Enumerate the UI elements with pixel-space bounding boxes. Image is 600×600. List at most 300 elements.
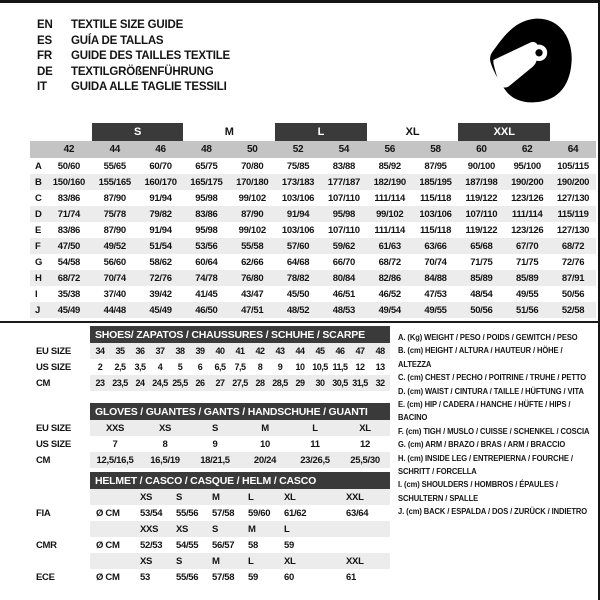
- size-value-cell: 35/38: [57, 288, 81, 300]
- legend-item: B. (cm) HEIGHT / ALTURA / HAUTEUR / HÖHE / ALTEZZA: [398, 345, 563, 369]
- legend-item: I. (cm) SHOULDERS / HOMBROS / ÉPAULES / SCHULTERN / SPALLE: [398, 479, 558, 503]
- size-value-cell: 75/85: [286, 160, 310, 172]
- value-cell: 63/64: [346, 507, 369, 519]
- row-label: EU SIZE: [36, 345, 71, 357]
- value-cell: 25,5/30: [340, 452, 390, 468]
- value-cell: 59: [284, 539, 294, 551]
- value-cell: 26: [190, 375, 210, 391]
- size-value-cell: 70/74: [92, 270, 138, 286]
- value-cell: S: [190, 420, 240, 436]
- size-value-cell: 67/70: [504, 238, 550, 254]
- value-cell: XXS: [90, 420, 140, 436]
- size-value-cell: 83/86: [57, 224, 81, 236]
- legend-item: E. (cm) HIP / CADERA / HANCHE / HÜFTE / HIPS / BACINO: [398, 399, 571, 423]
- value-cell: 20/24: [240, 452, 290, 468]
- value-cell: L: [290, 420, 340, 436]
- size-value-cell: 170/180: [229, 174, 275, 190]
- value-cell: XXL: [318, 553, 390, 569]
- value-cell: 16,5/19: [140, 452, 190, 468]
- size-value-cell: 80/84: [321, 270, 367, 286]
- value-cell: 25,5: [170, 375, 190, 391]
- size-value-cell: 60/64: [195, 256, 218, 268]
- value-cell: 12: [360, 438, 371, 450]
- size-value-cell: 55/65: [103, 160, 126, 172]
- size-value-cell: 115/119: [550, 206, 596, 222]
- value-cell: 55/56: [176, 571, 199, 583]
- size-value-cell: 50/60: [57, 160, 81, 172]
- value-cell: Ø CM: [96, 539, 120, 551]
- value-cell: 59: [248, 571, 258, 583]
- shoes-table-title: SHOES/ ZAPATOS / CHAUSSURES / SCHUHE / SCARPE: [90, 326, 390, 343]
- size-group-S: S: [92, 123, 184, 141]
- value-cell: 54/55: [176, 539, 199, 551]
- size-value-cell: 55/58: [229, 238, 275, 254]
- size-value-cell: 103/106: [413, 206, 459, 222]
- value-cell: 3,5: [134, 362, 146, 372]
- measure-row-label: B: [30, 174, 46, 190]
- size-value-cell: 71/74: [46, 206, 92, 222]
- size-value-cell: 49/55: [516, 288, 539, 300]
- value-cell: [90, 489, 134, 505]
- size-value-cell: 79/82: [138, 206, 184, 222]
- language-code: DE: [37, 65, 53, 78]
- language-title: GUIDE DES TAILLES TEXTILE: [71, 50, 230, 62]
- value-cell: 37: [150, 343, 170, 359]
- value-cell: 10: [260, 438, 270, 450]
- size-value-cell: 54/58: [57, 256, 81, 268]
- size-value-cell: 87/95: [424, 160, 447, 172]
- table-row: [30, 302, 596, 318]
- size-value-cell: 59/62: [321, 238, 367, 254]
- value-cell: S: [170, 553, 206, 569]
- value-cell: 30: [310, 375, 330, 391]
- table-title-spacer: [20, 472, 90, 489]
- table-row: [20, 403, 390, 420]
- table-row: [20, 569, 390, 585]
- helmet-table-title: HELMET / CASCO / CASQUE / HELM / CASCO: [90, 472, 390, 489]
- value-cell: 32: [370, 375, 390, 391]
- size-value-cell: 87/90: [103, 224, 126, 236]
- value-cell: 48: [370, 343, 390, 359]
- value-cell: 53/54: [140, 507, 163, 519]
- table-row: [30, 123, 596, 141]
- size-value-cell: 63/66: [413, 238, 459, 254]
- value-cell: XXL: [318, 489, 390, 505]
- language-code: IT: [37, 81, 47, 93]
- row-label: [20, 521, 90, 537]
- size-value-cell: 68/72: [550, 238, 596, 254]
- row-label: FIA: [36, 507, 51, 519]
- value-cell: 31,5: [350, 375, 370, 391]
- value-cell: L: [242, 489, 278, 505]
- size-value-cell: 68/72: [378, 256, 401, 268]
- helmet-table: [20, 472, 390, 585]
- accessory-tables: [20, 326, 392, 585]
- value-cell: 47: [350, 343, 370, 359]
- size-value-cell: 127/130: [556, 192, 590, 204]
- racing-helmet-icon: [480, 12, 576, 108]
- measure-row-label: D: [30, 206, 46, 222]
- value-cell: 7,5: [234, 362, 246, 372]
- table-row: [30, 206, 596, 222]
- legend-item: G. (cm) ARM / BRAZO / BRAS / ARM / BRACCIO: [398, 439, 566, 450]
- row-label: CM: [36, 377, 51, 389]
- legend-item: H. (cm) INSIDE LEG / ENTREPIERNA / FOURCHE / SCHRITT / FORCELLA: [398, 452, 573, 477]
- size-value-cell: 74/78: [183, 270, 229, 286]
- language-title: GUÍA DE TALLAS: [71, 34, 164, 47]
- value-cell: [90, 553, 134, 569]
- value-cell: 8: [257, 362, 263, 372]
- size-value-cell: 107/110: [458, 206, 504, 222]
- measure-row-label: H: [30, 270, 46, 286]
- size-value-cell: 64/68: [286, 256, 310, 268]
- size-value-cell: 65/75: [195, 160, 218, 172]
- textile-size-table: [30, 123, 596, 318]
- value-cell: 12: [355, 362, 365, 372]
- value-cell: 61/62: [284, 507, 307, 519]
- size-value-cell: 49/52: [92, 238, 138, 254]
- table-row: [20, 489, 390, 505]
- size-value-cell: 119/122: [465, 192, 498, 204]
- size-value-cell: 99/102: [367, 206, 413, 222]
- value-cell: 46: [330, 343, 350, 359]
- value-cell: 2,5: [114, 362, 126, 372]
- value-cell: [318, 537, 390, 553]
- size-value-cell: 85/92: [378, 160, 401, 172]
- language-code: ES: [37, 34, 52, 47]
- size-value-cell: 51/54: [138, 238, 184, 254]
- size-value-cell: 72/76: [561, 256, 585, 268]
- size-value-cell: 45/49: [138, 302, 184, 318]
- table-row: [30, 222, 596, 238]
- value-cell: Ø CM: [96, 507, 120, 519]
- size-value-cell: 45/50: [286, 288, 310, 300]
- value-cell: 57/58: [212, 507, 235, 519]
- value-cell: 12,5/16,5: [90, 452, 140, 468]
- size-value-cell: 76/80: [229, 270, 275, 286]
- size-value-cell: 53/56: [183, 238, 229, 254]
- size-value-cell: 56/60: [103, 256, 126, 268]
- row-label: US SIZE: [36, 361, 71, 373]
- value-cell: 6,5: [214, 362, 226, 372]
- value-cell: [90, 521, 134, 537]
- value-cell: XS: [170, 521, 206, 537]
- size-value-cell: 46/50: [183, 302, 229, 318]
- language-row: [37, 34, 230, 50]
- size-value-cell: 48/52: [275, 302, 321, 318]
- table-row: [20, 420, 390, 436]
- measure-row-label: E: [35, 224, 42, 236]
- table-row: [20, 521, 390, 537]
- language-title: GUIDA ALLE TAGLIE TESSILI: [71, 81, 227, 93]
- size-value-cell: 71/75: [470, 256, 493, 268]
- table-row: [30, 270, 596, 286]
- value-cell: XL: [278, 489, 318, 505]
- table-row: [30, 141, 596, 158]
- value-cell: 28: [250, 375, 270, 391]
- size-value-cell: 123/126: [511, 192, 544, 204]
- value-cell: 24,5: [150, 375, 170, 391]
- size-value-cell: 46/51: [332, 288, 356, 300]
- value-cell: 23,5: [110, 375, 130, 391]
- value-cell: 34: [90, 343, 110, 359]
- value-cell: M: [206, 489, 242, 505]
- size-value-cell: 95/98: [195, 192, 218, 204]
- value-cell: XS: [134, 553, 170, 569]
- value-cell: 6: [197, 362, 203, 372]
- table-row: [20, 553, 390, 569]
- size-number: 54: [321, 141, 367, 158]
- size-value-cell: 99/102: [238, 192, 266, 204]
- size-value-cell: 49/55: [413, 302, 459, 318]
- table-row: [30, 174, 596, 190]
- table-row: [20, 343, 390, 359]
- size-value-cell: 155/165: [92, 174, 138, 190]
- size-number: 60: [458, 141, 504, 158]
- size-value-cell: 187/198: [458, 174, 504, 190]
- legend: [398, 331, 596, 519]
- value-cell: 56/57: [212, 539, 235, 551]
- value-cell: 9: [212, 438, 218, 450]
- size-group-M: M: [224, 126, 234, 138]
- size-value-cell: 41/45: [195, 288, 218, 300]
- top-border-line: [0, 0, 600, 3]
- size-value-cell: 48/53: [321, 302, 367, 318]
- table-row: [30, 286, 596, 302]
- shoes-table: [20, 326, 390, 391]
- language-row: [37, 49, 230, 65]
- size-value-cell: 165/175: [183, 174, 229, 190]
- row-label: CM: [36, 454, 51, 466]
- size-group-L: L: [275, 123, 367, 141]
- size-value-cell: 72/76: [138, 270, 184, 286]
- value-cell: XL: [340, 420, 390, 436]
- size-value-cell: 91/94: [149, 224, 172, 236]
- size-number: 50: [229, 141, 275, 158]
- size-number: 56: [367, 141, 413, 158]
- size-number: 42: [46, 141, 92, 158]
- value-cell: 43: [270, 343, 290, 359]
- size-value-cell: 37/40: [103, 288, 126, 300]
- size-value-cell: 50/56: [561, 288, 585, 300]
- size-value-cell: 83/88: [332, 160, 356, 172]
- row-label: EU SIZE: [36, 422, 71, 434]
- value-cell: 61: [346, 571, 356, 583]
- size-value-cell: 173/183: [275, 174, 321, 190]
- size-value-cell: 107/110: [328, 224, 360, 236]
- legend-item: F. (cm) TIGH / MUSLO / CUISSE / SCHENKEL / COSCIA: [398, 425, 590, 436]
- language-row: [37, 65, 230, 81]
- value-cell: XXS: [134, 521, 170, 537]
- size-value-cell: 58/62: [149, 256, 172, 268]
- value-cell: XS: [134, 489, 170, 505]
- table-row: [20, 375, 390, 391]
- size-value-cell: 87/91: [550, 270, 596, 286]
- value-cell: Ø CM: [96, 571, 120, 583]
- gloves-table: [20, 403, 390, 468]
- row-label: US SIZE: [36, 438, 71, 450]
- size-value-cell: 190/200: [504, 174, 550, 190]
- size-value-cell: 47/53: [424, 288, 447, 300]
- value-cell: 40: [210, 343, 230, 359]
- size-value-cell: 150/160: [46, 174, 92, 190]
- size-value-cell: 95/98: [321, 206, 367, 222]
- size-group-spacer: [550, 123, 596, 141]
- value-cell: 41: [230, 343, 250, 359]
- size-value-cell: 47/51: [229, 302, 275, 318]
- value-cell: 10,5: [312, 362, 328, 372]
- size-number: 62: [504, 141, 550, 158]
- value-cell: 55/56: [176, 507, 199, 519]
- size-group-XL: XL: [405, 126, 420, 138]
- value-cell: XS: [140, 420, 190, 436]
- size-group-XXL: XXL: [458, 123, 550, 141]
- size-number: 64: [550, 141, 596, 158]
- table-title-spacer: [20, 403, 90, 420]
- value-cell: 8: [162, 438, 168, 450]
- legend-item: A. (Kg) WEIGHT / PESO / POIDS / GEWITCH / PESO: [398, 332, 578, 342]
- value-cell: S: [170, 489, 206, 505]
- size-value-cell: 71/75: [516, 256, 539, 268]
- measure-row-label: J: [30, 302, 46, 318]
- table-row: [20, 505, 390, 521]
- size-value-cell: 95/100: [513, 160, 541, 172]
- measure-row-label: G: [35, 256, 43, 268]
- size-value-cell: 82/86: [367, 270, 413, 286]
- value-cell: [318, 521, 390, 537]
- value-cell: 4: [157, 362, 163, 372]
- size-value-cell: 103/106: [281, 192, 315, 204]
- size-value-cell: 111/114: [374, 224, 406, 236]
- value-cell: 10: [295, 362, 305, 372]
- size-value-cell: 123/126: [511, 224, 544, 236]
- language-code: FR: [37, 50, 52, 62]
- section-divider: [0, 321, 600, 323]
- size-value-cell: 52/58: [550, 302, 596, 318]
- value-cell: 35: [110, 343, 130, 359]
- language-row: [37, 18, 230, 34]
- size-value-cell: 105/115: [557, 160, 589, 172]
- size-value-cell: 43/47: [241, 288, 264, 300]
- size-value-cell: 46/52: [378, 288, 401, 300]
- table-title-spacer: [20, 326, 90, 343]
- value-cell: 53: [140, 571, 150, 583]
- value-cell: 36: [130, 343, 150, 359]
- size-value-cell: 65/68: [458, 238, 504, 254]
- gloves-table-title: GLOVES / GUANTES / GANTS / HANDSCHUHE / GUANTI: [90, 403, 390, 420]
- size-value-cell: 84/88: [413, 270, 459, 286]
- value-cell: 42: [250, 343, 270, 359]
- value-cell: 23: [90, 375, 110, 391]
- size-value-cell: 99/102: [238, 224, 266, 236]
- value-cell: 58: [248, 539, 258, 551]
- value-cell: 23/26,5: [290, 452, 340, 468]
- size-value-cell: 111/114: [374, 192, 406, 204]
- size-value-cell: 87/90: [229, 206, 275, 222]
- size-value-cell: 119/122: [465, 224, 498, 236]
- value-cell: 29: [290, 375, 310, 391]
- size-value-cell: 75/78: [92, 206, 138, 222]
- row-label-spacer: [30, 141, 46, 158]
- row-label: [20, 553, 90, 569]
- language-title-list: [37, 18, 230, 96]
- value-cell: 13: [375, 362, 385, 372]
- legend-item: C. (cm) CHEST / PECHO / POITRINE / TRUHE / PETTO: [398, 372, 587, 383]
- size-value-cell: 83/86: [57, 192, 81, 204]
- size-value-cell: 44/48: [92, 302, 138, 318]
- value-cell: 59/60: [248, 507, 271, 519]
- size-value-cell: 47/50: [46, 238, 92, 254]
- measure-row-label: F: [30, 238, 46, 254]
- value-cell: S: [206, 521, 242, 537]
- language-code: EN: [37, 19, 53, 31]
- size-value-cell: 190/200: [550, 174, 596, 190]
- size-value-cell: 111/114: [504, 206, 550, 222]
- size-value-cell: 91/94: [275, 206, 321, 222]
- size-value-cell: 103/106: [281, 224, 315, 236]
- size-value-cell: 95/98: [195, 224, 218, 236]
- value-cell: 57/58: [212, 571, 235, 583]
- value-cell: 60: [284, 571, 294, 583]
- size-value-cell: 48/54: [470, 288, 493, 300]
- table-row: [20, 537, 390, 553]
- value-cell: L: [242, 553, 278, 569]
- size-number: 52: [275, 141, 321, 158]
- row-label: ECE: [36, 571, 55, 583]
- size-number: 48: [183, 141, 229, 158]
- value-cell: 27,5: [230, 375, 250, 391]
- value-cell: 39: [190, 343, 210, 359]
- size-value-cell: 177/187: [321, 174, 367, 190]
- size-value-cell: 70/74: [424, 256, 447, 268]
- value-cell: 7: [112, 438, 118, 450]
- row-label: CMR: [36, 539, 57, 551]
- measure-row-label: C: [35, 192, 42, 204]
- size-value-cell: 85/89: [504, 270, 550, 286]
- value-cell: XL: [278, 553, 318, 569]
- legend-item: J. (cm) BACK / ESPALDA / DOS / ZURÜCK / INDIETRO: [398, 506, 588, 517]
- size-value-cell: 182/190: [367, 174, 413, 190]
- value-cell: 52/53: [140, 539, 163, 551]
- value-cell: 24: [130, 375, 150, 391]
- measure-row-label: A: [35, 160, 42, 172]
- value-cell: M: [240, 420, 290, 436]
- table-row: [20, 436, 390, 452]
- value-cell: 27: [210, 375, 230, 391]
- table-row: [20, 452, 390, 468]
- size-value-cell: 185/195: [413, 174, 459, 190]
- size-value-cell: 39/42: [149, 288, 172, 300]
- value-cell: 38: [170, 343, 190, 359]
- size-value-cell: 127/130: [556, 224, 590, 236]
- size-value-cell: 90/100: [467, 160, 495, 172]
- size-value-cell: 115/118: [419, 224, 452, 236]
- size-value-cell: 115/118: [419, 192, 452, 204]
- size-value-cell: 61/63: [367, 238, 413, 254]
- size-value-cell: 45/49: [46, 302, 92, 318]
- size-value-cell: 83/86: [183, 206, 229, 222]
- size-number: 46: [138, 141, 184, 158]
- value-cell: 2: [97, 362, 103, 372]
- value-cell: 5: [177, 362, 183, 372]
- size-number: 58: [413, 141, 459, 158]
- language-row: [37, 80, 230, 96]
- size-group-spacer: [30, 123, 92, 141]
- measure-row-label: I: [35, 288, 38, 300]
- value-cell: 18/21,5: [190, 452, 240, 468]
- table-row: [20, 472, 390, 489]
- value-cell: M: [242, 521, 278, 537]
